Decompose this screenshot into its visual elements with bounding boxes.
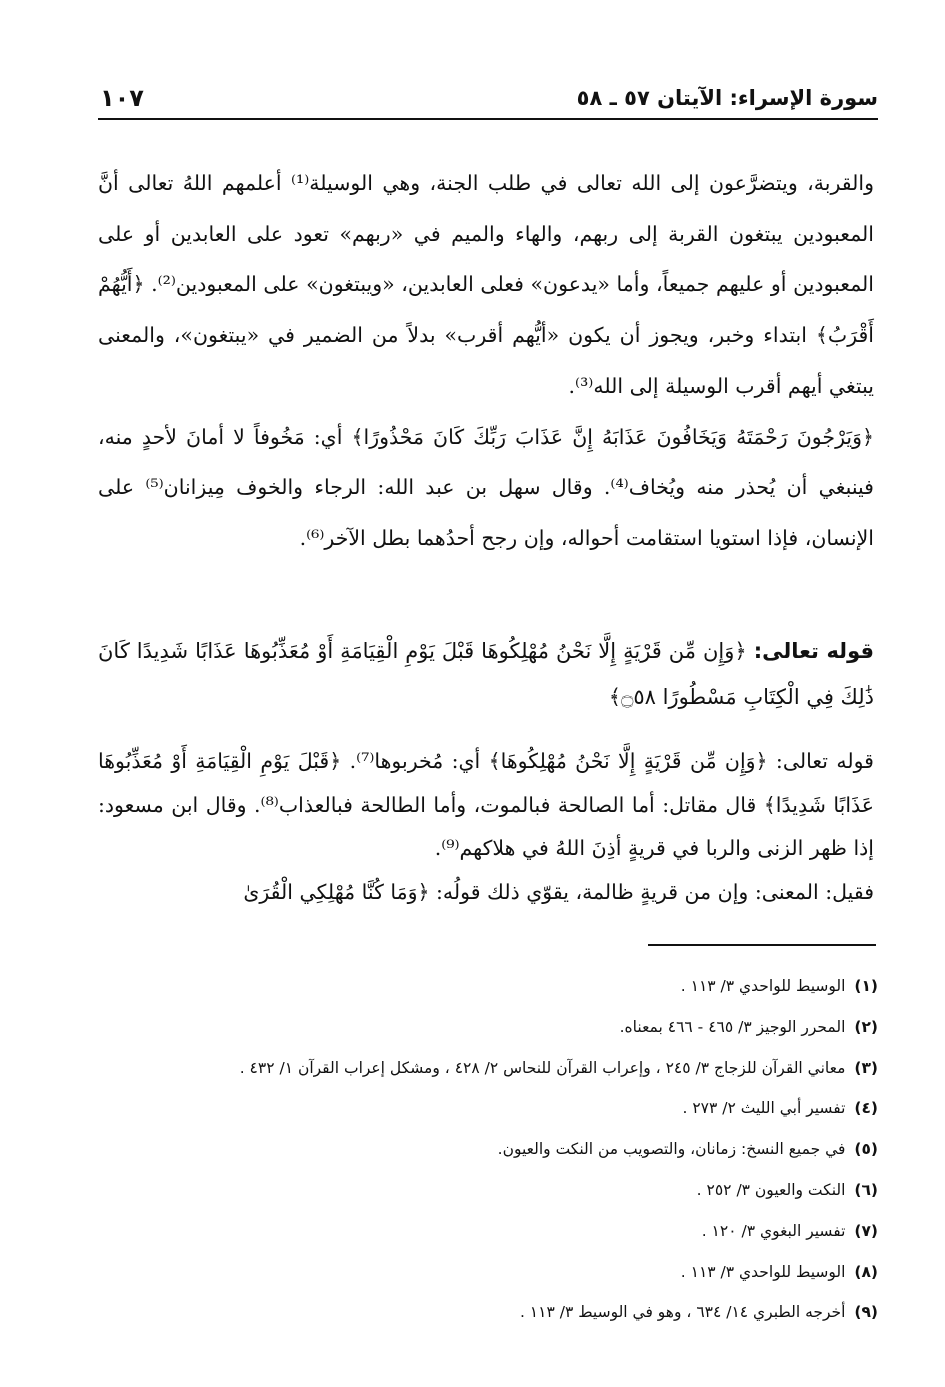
footnote-number: (٤) <box>854 1099 878 1118</box>
footnote-text: معاني القرآن للزجاج ٣/ ٢٤٥ ، وإعراب القرآن للنحاس ٢/ ٤٢٨ ، ومشكل إعراب القرآن ١/ ٤٣٢ . <box>239 1058 846 1077</box>
footnote-number: (٦) <box>854 1180 878 1199</box>
footnote-item <box>110 1015 878 1056</box>
main-text <box>98 158 874 564</box>
verse-block <box>98 628 874 720</box>
footnote-item <box>110 1219 878 1260</box>
paragraph: والقربة، ويتضرَّعون إلى الله تعالى في طلب الجنة، وهي الوسيلة⁽¹⁾ أعلمهم اللهُ تعالى أنَّ المعبودين يبتغون القربة إلى ربهم، والهاء والميم في «ربهم» تعود على العابدين أو على المعبودين أو عليهم جميعاً، وأما «يدعون» فعلى العابدين، «ويبتغون» على المعبودين⁽²⁾. ﴿أَيُّهُمْ أَقْرَبُ﴾ ابتداء وخبر، ويجوز أن يكون «أيُّهم أقرب» بدلاً من الضمير في «يبتغون»، والمعنى يبتغي أيهم أقرب الوسيلة إلى الله⁽³⁾. <box>98 171 874 398</box>
footnote-number: (٨) <box>854 1262 878 1281</box>
paragraph: ﴿وَيَرْجُونَ رَحْمَتَهُ وَيَخَافُونَ عَذَابَهُ إِنَّ عَذَابَ رَبِّكَ كَانَ مَحْذُورًا﴾ أي: مَخُوفاً لا أمانَ لأحدٍ منه، فينبغي أن يُحذر منه ويُخاف⁽⁴⁾. وقال سهل بن عبد الله: الرجاء والخوف مِيزانان⁽⁵⁾ على الإنسان، فإذا استويا استقامت أحواله، وإن رجح أحدُهما بطل الآخر⁽⁶⁾. <box>98 424 874 550</box>
footnote-text: تفسير أبي الليث ٢/ ٢٧٣ . <box>682 1099 846 1118</box>
footnote-item <box>110 1096 878 1137</box>
verse-commentary <box>98 740 874 914</box>
footnote-item <box>110 1178 878 1219</box>
footnote-text: أخرجه الطبري ١٤/ ٦٣٤ ، وهو في الوسيط ٣/ ١١٣ . <box>519 1303 846 1322</box>
footnote-item <box>110 1137 878 1178</box>
footnote-divider <box>648 944 876 946</box>
footnote-item <box>110 1056 878 1097</box>
footnote-number: (٩) <box>854 1303 878 1322</box>
footnote-text: المحرر الوجيز ٣/ ٤٦٥ - ٤٦٦ بمعناه. <box>619 1017 846 1036</box>
footnote-item <box>110 1300 878 1341</box>
page-header <box>98 78 878 120</box>
running-title: سورة الإسراء: الآيتان ٥٧ ـ ٥٨ <box>576 86 878 110</box>
footnote-text: الوسيط للواحدي ٣/ ١١٣ . <box>680 1262 846 1281</box>
paragraph: قوله تعالى: ﴿وَإِن مِّن قَرْيَةٍ إِلَّا نَحْنُ مُهْلِكُوهَا﴾ أي: مُخربوها⁽⁷⁾. ﴿قَبْلَ يَوْمِ الْقِيَامَةِ أَوْ مُعَذِّبُوهَا عَذَابًا شَدِيدًا﴾ قال مقاتل: أما الصالحة فبالموت، وأما الطالحة فبالعذاب⁽⁸⁾. وقال ابن مسعود: إذا ظهر الزنى والربا في قريةٍ أذِنَ اللهُ في هلاكهم⁽⁹⁾. <box>98 749 875 860</box>
footnote-number: (١) <box>854 977 878 995</box>
footnote-text: في جميع النسخ: زمانان، والتصويب من النكت والعيون. <box>497 1140 846 1159</box>
quran-verse: ﴿وَإِن مِّن قَرْيَةٍ إِلَّا نَحْنُ مُهْلِكُوهَا قَبْلَ يَوْمِ الْقِيَامَةِ أَوْ مُعَذِّبُوهَا عَذَابًا شَدِيدًا كَانَ ذَٰلِكَ فِي الْكِتَابِ مَسْطُورًا ۝٥٨﴾ <box>98 639 874 709</box>
footnote-item <box>110 1260 878 1301</box>
footnote-item <box>110 974 878 1015</box>
paragraph: فقيل: المعنى: وإن من قريةٍ ظالمة، يقوّي ذلك قولُه: ﴿وَمَا كُنَّا مُهْلِكِي الْقُرَىٰ <box>243 879 874 904</box>
footnote-text: النكت والعيون ٣/ ٢٥٢ . <box>696 1180 846 1199</box>
verse-paragraph <box>98 628 874 720</box>
footnote-number: (٣) <box>854 1058 878 1077</box>
footnote-number: (٢) <box>854 1017 878 1036</box>
page-number: ١٠٧ <box>100 84 144 112</box>
footnote-text: تفسير البغوي ٣/ ١٢٠ . <box>701 1221 846 1240</box>
footnote-number: (٧) <box>854 1221 878 1240</box>
footnote-text: الوسيط للواحدي ٣/ ١١٣ . <box>680 977 846 995</box>
verse-heading: قوله تعالى: <box>753 639 874 663</box>
footnote-number: (٥) <box>854 1140 878 1159</box>
footnotes-list <box>110 974 878 1341</box>
